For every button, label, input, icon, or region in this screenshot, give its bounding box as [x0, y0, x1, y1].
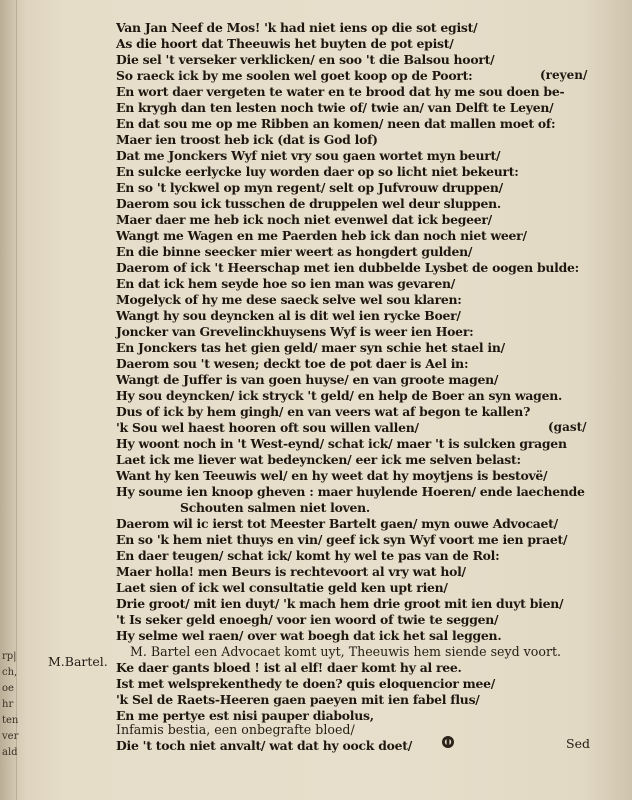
- text-line: Daerom wil ic ierst tot Meester Bartelt gaen/ myn ouwe Advocaet/: [116, 516, 558, 531]
- text-line: En dat sou me op me Ribben an komen/ neen dat mallen moet of:: [116, 116, 556, 131]
- margin-fragment: hr: [2, 699, 14, 710]
- text-line: En sulcke eerlycke luy worden daer op so licht niet bekeurt:: [116, 164, 519, 179]
- text-line: Hy selme wel raen/ over wat boegh dat ick het sal leggen.: [116, 628, 502, 643]
- speaker-label: M.Bartel.: [48, 654, 108, 669]
- right-margin-note: (gast/: [548, 420, 587, 434]
- text-line: Laet ick me liever wat bedeyncken/ eer ick me selven belast:: [116, 452, 521, 467]
- text-line: Wangt hy sou deyncken al is dit wel ien rycke Boer/: [116, 308, 461, 323]
- text-line: En daer teugen/ schat ick/ komt hy wel te pas van de Rol:: [116, 548, 500, 563]
- text-line: Hy woont noch in 't West-eynd/ schat ick/ maer 't is sulcken gragen: [116, 436, 567, 451]
- text-line: Dat me Jonckers Wyf niet vry sou gaen wortet myn beurt/: [116, 148, 501, 163]
- catchword: Sed: [566, 736, 590, 751]
- margin-fragment: ald: [2, 747, 18, 758]
- text-line: Ist met welsprekenthedy te doen? quis eloquencior mee/: [116, 676, 496, 691]
- text-line: Daerom sou 't wesen; deckt toe de pot daer is Ael in:: [116, 356, 469, 371]
- text-line: Van Jan Neef de Mos! 'k had niet iens op die sot egist/: [116, 20, 478, 35]
- latin-line: Infamis bestia, een onbegrafte bloed/: [116, 722, 355, 737]
- text-line: Daerom of ick 't Heerschap met ien dubbelde Lysbet de oogen bulde:: [116, 260, 579, 275]
- text-line: As die hoort dat Theeuwis het buyten de pot epist/: [116, 36, 454, 51]
- margin-fragment: ten: [2, 715, 19, 726]
- text-line: Drie groot/ mit ien duyt/ 'k mach hem drie groot mit ien duyt bien/: [116, 596, 564, 611]
- text-line: En me pertye est nisi pauper diabolus,: [116, 708, 374, 723]
- text-line: Wangt me Wagen en me Paerden heb ick dan noch niet weer/: [116, 228, 527, 243]
- text-line: So raeck ick by me soolen wel goet koop op de Poort:: [116, 68, 473, 83]
- text-line: Die sel 't verseker verklicken/ en soo 't die Balsou hoort/: [116, 52, 495, 67]
- text-line: En krygh dan ten lesten noch twie of/ twie an/ van Delft te Leyen/: [116, 100, 554, 115]
- text-line: Die 't toch niet anvalt/ wat dat hy oock doet/: [116, 738, 413, 753]
- text-line: En wort daer vergeten te water en te brood dat hy me sou doen be-: [116, 84, 565, 99]
- text-line: En so 'k hem niet thuys en vin/ geef ick syn Wyf voort me ien praet/: [116, 532, 568, 547]
- text-line: Hy sou deyncken/ ick stryck 't geld/ en help de Boer an syn wagen.: [116, 388, 563, 403]
- text-line: Ke daer gants bloed ! ist al elf! daer komt hy al ree.: [116, 660, 462, 675]
- text-line: Hy soume ien knoop gheven : maer huylende Hoeren/ ende laechende: [116, 484, 585, 499]
- text-line: Mogelyck of hy me dese saeck selve wel sou klaren:: [116, 292, 462, 307]
- text-line: Dus of ick by hem gingh/ en van veers wat af begon te kallen?: [116, 404, 531, 419]
- text-line: Maer holla! men Beurs is rechtevoort al vry wat hol/: [116, 564, 466, 579]
- text-line: En Jonckers tas het gien geld/ maer syn schie het stael in/: [116, 340, 505, 355]
- margin-fragment: oe: [2, 683, 14, 694]
- text-line: 't Is seker geld enoegh/ voor ien woord of twie te seggen/: [116, 612, 499, 627]
- text-line: Laet sien of ick wel consultatie geld ken upt rien/: [116, 580, 448, 595]
- text-line: Joncker van Grevelinckhuysens Wyf is weer ien Hoer:: [116, 324, 474, 339]
- margin-fragment: rp|: [2, 651, 17, 662]
- margin-fragment: ch,: [2, 667, 18, 678]
- text-line: Daerom sou ick tusschen de druppelen wel deur sluppen.: [116, 196, 501, 211]
- text-line: 'k Sou wel haest hooren oft sou willen vallen/: [116, 420, 419, 435]
- stage-direction: M. Bartel een Advocaet komt uyt, Theeuwis hem siende seyd voort.: [130, 644, 562, 659]
- text-line: En dat ick hem seyde hoe so ien man was gevaren/: [116, 276, 455, 291]
- text-line: Maer ien troost heb ick (dat is God lof): [116, 132, 378, 147]
- text-line: Schouten salmen niet loven.: [180, 500, 370, 515]
- text-line: Maer daer me heb ick noch niet evenwel dat ick begeer/: [116, 212, 492, 227]
- text-line: 'k Sel de Raets-Heeren gaen paeyen mit ien fabel flus/: [116, 692, 480, 707]
- margin-fragment: ver: [2, 731, 19, 742]
- text-line: Wangt de Juffer is van goen huyse/ en van groote magen/: [116, 372, 499, 387]
- circled-letter-ornament-icon: [441, 735, 455, 749]
- right-margin-note: (reyen/: [540, 68, 588, 82]
- page-gutter: [0, 0, 17, 800]
- text-line: Want hy ken Teeuwis wel/ en hy weet dat hy moytjens is bestovë/: [116, 468, 548, 483]
- text-line: En die binne seecker mier weert as hongdert gulden/: [116, 244, 473, 259]
- text-line: En so 't lyckwel op myn regent/ selt op Jufvrouw druppen/: [116, 180, 503, 195]
